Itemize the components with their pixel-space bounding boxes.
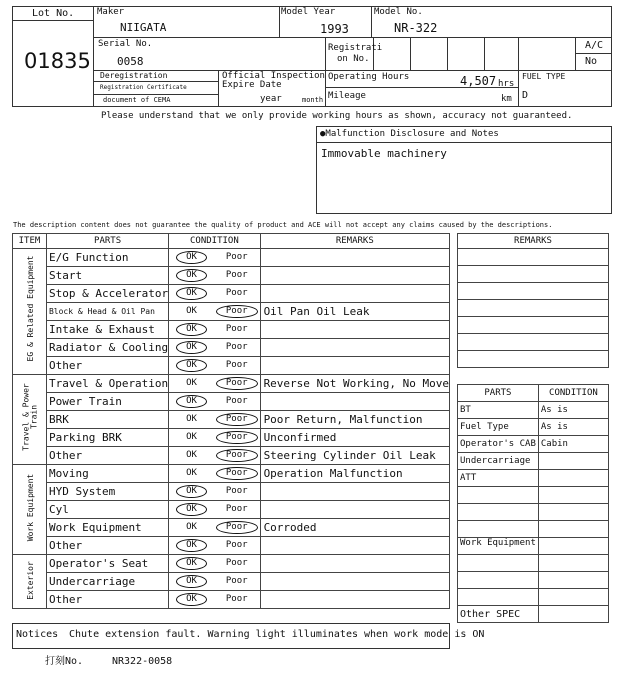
- blank-cell: [538, 487, 608, 504]
- ok-label: OK: [186, 378, 197, 388]
- ok-option: [169, 321, 214, 339]
- registration-label: Registrati: [328, 43, 383, 53]
- condition-row: [13, 375, 450, 393]
- poor-option: [214, 339, 260, 357]
- model-year-label: Model Year: [281, 7, 336, 17]
- ok-option: [169, 393, 214, 411]
- right-parts-row: [458, 419, 609, 436]
- category-cell: [13, 375, 47, 465]
- parts-header: PARTS: [46, 234, 168, 249]
- notices-label: Notices: [16, 629, 59, 640]
- remark: [260, 267, 449, 285]
- ok-label: OK: [176, 503, 207, 516]
- lot-label: Lot No.: [32, 8, 75, 19]
- ok-option: [169, 249, 214, 267]
- remark: [260, 249, 449, 267]
- year-label: year: [260, 94, 282, 104]
- ok-option: [169, 573, 214, 591]
- poor-option: [214, 573, 260, 591]
- poor-label: Poor: [225, 558, 248, 568]
- blank-cell: [458, 555, 539, 572]
- poor-label: Poor: [225, 594, 248, 604]
- ok-option: [169, 339, 214, 357]
- blank-cell: [458, 504, 539, 521]
- ok-option: [169, 483, 214, 501]
- remark: [260, 537, 449, 555]
- poor-option: [214, 321, 260, 339]
- part-name: Parking BRK: [46, 429, 168, 447]
- ok-label: OK: [186, 414, 197, 424]
- blank-cell: [458, 487, 539, 504]
- part-name: Other: [46, 591, 168, 609]
- right-parts-row: [458, 470, 609, 487]
- poor-label: Poor: [225, 252, 248, 262]
- part-name: Radiator & Cooling: [46, 339, 168, 357]
- blank-cell: [538, 504, 608, 521]
- part-name: E/G Function: [46, 249, 168, 267]
- condition-row: [13, 357, 450, 375]
- poor-label: Poor: [225, 324, 248, 334]
- part-name: Other: [46, 357, 168, 375]
- stamp-label: 打刻No.: [45, 656, 84, 667]
- right-condition-header: CONDITION: [538, 385, 608, 402]
- category-label: Exterior: [25, 560, 35, 600]
- part-name: Start: [46, 267, 168, 285]
- poor-label: Poor: [225, 486, 248, 496]
- poor-option: [214, 285, 260, 303]
- month-label: month: [302, 96, 324, 104]
- remark: [260, 573, 449, 591]
- poor-label: Poor: [216, 377, 258, 390]
- poor-option: [214, 267, 260, 285]
- condition-row: [13, 555, 450, 573]
- fuel-type-label: FUEL TYPE: [522, 72, 566, 81]
- ok-label: OK: [186, 306, 197, 316]
- condition-row: [13, 501, 450, 519]
- remark: [260, 393, 449, 411]
- remark: Steering Cylinder Oil Leak: [260, 447, 449, 465]
- poor-option: [214, 537, 260, 555]
- category-label: Travel & Power Train: [21, 382, 38, 451]
- part-name: Moving: [46, 465, 168, 483]
- right-part-condition: [538, 470, 608, 487]
- malfunction-title: ●Malfunction Disclosure and Notes: [320, 129, 499, 139]
- poor-label: Poor: [225, 576, 248, 586]
- right-part-name: Undercarriage: [458, 453, 539, 470]
- right-part-name: ATT: [458, 470, 539, 487]
- ok-label: OK: [176, 485, 207, 498]
- stamp-value: NR322-0058: [112, 656, 173, 667]
- lot-number: 01835: [24, 49, 91, 73]
- ok-option: [169, 303, 214, 321]
- remark: Unconfirmed: [260, 429, 449, 447]
- remark: Poor Return, Malfunction: [260, 411, 449, 429]
- poor-option: [214, 555, 260, 573]
- work-equipment-label: Work Equipment: [458, 538, 539, 555]
- remark: Operation Malfunction: [260, 465, 449, 483]
- condition-row: [13, 321, 450, 339]
- fuel-type-value: D: [522, 90, 529, 101]
- malfunction-box: [316, 126, 612, 214]
- deregistration-label: Deregistration: [100, 71, 168, 80]
- poor-option: [214, 249, 260, 267]
- blank-cell: [458, 572, 539, 589]
- ok-label: OK: [176, 269, 207, 282]
- poor-label: Poor: [225, 360, 248, 370]
- poor-option: [214, 411, 260, 429]
- km-unit: km: [501, 94, 512, 104]
- hours-note: Please understand that we only provide working hours as shown, accuracy not guaranteed.: [101, 111, 573, 121]
- condition-row: [13, 465, 450, 483]
- poor-option: [214, 447, 260, 465]
- condition-header: CONDITION: [169, 234, 260, 249]
- poor-option: [214, 357, 260, 375]
- ok-label: OK: [186, 432, 197, 442]
- condition-row: [13, 411, 450, 429]
- category-cell: [13, 555, 47, 609]
- right-parts-header: PARTS: [458, 385, 539, 402]
- remark: Reverse Not Working, No Move: [260, 375, 449, 393]
- condition-row: [13, 285, 450, 303]
- remark: [260, 339, 449, 357]
- condition-row: [13, 249, 450, 267]
- condition-row: [13, 429, 450, 447]
- blank-cell: [538, 589, 608, 606]
- operating-hours-label: Operating Hours: [328, 72, 410, 82]
- poor-label: Poor: [225, 270, 248, 280]
- part-name: Power Train: [46, 393, 168, 411]
- ok-option: [169, 465, 214, 483]
- maker-value: NIIGATA: [120, 21, 167, 34]
- condition-row: [13, 591, 450, 609]
- remark: [260, 285, 449, 303]
- poor-label: Poor: [225, 288, 248, 298]
- poor-option: [214, 465, 260, 483]
- condition-row: [13, 339, 450, 357]
- category-label: Work Equipment: [25, 473, 35, 541]
- ac-value: No: [585, 56, 598, 67]
- poor-option: [214, 483, 260, 501]
- notices-text: Chute extension fault. Warning light illuminates when work mode is ON: [69, 629, 485, 640]
- ok-label: OK: [186, 450, 197, 460]
- poor-option: [214, 519, 260, 537]
- ok-option: [169, 375, 214, 393]
- remarks-header: REMARKS: [260, 234, 449, 249]
- condition-row: [13, 519, 450, 537]
- poor-label: Poor: [216, 413, 258, 426]
- poor-option: [214, 501, 260, 519]
- condition-row: [13, 573, 450, 591]
- part-name: Intake & Exhaust: [46, 321, 168, 339]
- condition-row: [13, 483, 450, 501]
- ok-label: OK: [186, 522, 197, 532]
- ok-label: OK: [176, 359, 207, 372]
- registration-certificate-label: Registration Certificate: [100, 84, 187, 91]
- condition-table: [12, 233, 450, 609]
- inspection-label: Official Inspection: [222, 71, 325, 81]
- malfunction-text: Immovable machinery: [321, 147, 447, 160]
- registration-label-2: on No.: [337, 54, 370, 64]
- blank-cell: [458, 521, 539, 538]
- blank-cell: [458, 589, 539, 606]
- right-remarks-table: [457, 233, 609, 368]
- remark: [260, 501, 449, 519]
- right-parts-row: [458, 436, 609, 453]
- ok-option: [169, 411, 214, 429]
- poor-option: [214, 393, 260, 411]
- ok-option: [169, 519, 214, 537]
- right-part-name: Operator's CAB: [458, 436, 539, 453]
- other-spec-label: Other SPEC: [458, 606, 539, 623]
- ok-option: [169, 591, 214, 609]
- right-part-name: BT: [458, 402, 539, 419]
- condition-row: [13, 537, 450, 555]
- blank-cell: [538, 521, 608, 538]
- part-name: Undercarriage: [46, 573, 168, 591]
- part-name: BRK: [46, 411, 168, 429]
- right-part-condition: As is: [538, 419, 608, 436]
- disclaimer: The description content does not guarantee the quality of product and ACE will not accept any claims caused by the descriptions.: [13, 221, 553, 229]
- ok-option: [169, 267, 214, 285]
- part-name: Stop & Accelerator: [46, 285, 168, 303]
- item-header: ITEM: [13, 234, 47, 249]
- condition-row: [13, 303, 450, 321]
- hrs-unit: hrs: [498, 79, 515, 89]
- ok-option: [169, 501, 214, 519]
- part-name: HYD System: [46, 483, 168, 501]
- model-year-value: 1993: [320, 22, 349, 36]
- poor-option: [214, 303, 260, 321]
- poor-option: [214, 429, 260, 447]
- ac-label: A/C: [585, 40, 604, 51]
- maker-label: Maker: [97, 7, 125, 17]
- blank-cell: [538, 538, 608, 555]
- part-name: Other: [46, 447, 168, 465]
- condition-row: [13, 393, 450, 411]
- ok-label: OK: [176, 539, 207, 552]
- part-name: Operator's Seat: [46, 555, 168, 573]
- poor-option: [214, 375, 260, 393]
- ok-option: [169, 429, 214, 447]
- part-name: Cyl: [46, 501, 168, 519]
- right-remarks-header: REMARKS: [458, 234, 609, 249]
- cema-label: document of CEMA: [103, 96, 171, 104]
- right-part-condition: [538, 453, 608, 470]
- ok-option: [169, 285, 214, 303]
- category-cell: [13, 465, 47, 555]
- ok-label: OK: [176, 557, 207, 570]
- blank-cell: [538, 572, 608, 589]
- ok-label: OK: [176, 251, 207, 264]
- category-cell: [13, 249, 47, 375]
- poor-option: [214, 591, 260, 609]
- condition-row: [13, 447, 450, 465]
- operating-hours-value: 4,507: [460, 74, 497, 88]
- part-name: Work Equipment: [46, 519, 168, 537]
- poor-label: Poor: [225, 342, 248, 352]
- poor-label: Poor: [216, 467, 258, 480]
- ok-label: OK: [176, 593, 207, 606]
- remark: Oil Pan Oil Leak: [260, 303, 449, 321]
- part-name: Block & Head & Oil Pan: [46, 303, 168, 321]
- poor-label: Poor: [216, 431, 258, 444]
- poor-label: Poor: [225, 396, 248, 406]
- right-part-condition: Cabin: [538, 436, 608, 453]
- right-part-name: Fuel Type: [458, 419, 539, 436]
- part-name: Travel & Operation: [46, 375, 168, 393]
- ok-option: [169, 447, 214, 465]
- poor-label: Poor: [225, 540, 248, 550]
- right-parts-row: [458, 453, 609, 470]
- blank-cell: [538, 555, 608, 572]
- ok-label: OK: [176, 287, 207, 300]
- ok-label: OK: [176, 575, 207, 588]
- inspection-label-2: Expire Date: [222, 80, 282, 90]
- remark: [260, 483, 449, 501]
- remark: Corroded: [260, 519, 449, 537]
- blank-cell: [538, 606, 608, 623]
- model-no-label: Model No.: [374, 7, 423, 17]
- right-parts-row: [458, 402, 609, 419]
- ok-label: OK: [176, 323, 207, 336]
- poor-label: Poor: [216, 521, 258, 534]
- condition-row: [13, 267, 450, 285]
- part-name: Other: [46, 537, 168, 555]
- ok-option: [169, 537, 214, 555]
- remark: [260, 591, 449, 609]
- poor-label: Poor: [216, 449, 258, 462]
- serial-value: 0058: [117, 55, 144, 68]
- poor-label: Poor: [216, 305, 258, 318]
- right-part-condition: As is: [538, 402, 608, 419]
- right-parts-table: [457, 384, 609, 623]
- ok-label: OK: [176, 341, 207, 354]
- poor-label: Poor: [225, 504, 248, 514]
- remark: [260, 321, 449, 339]
- ok-label: OK: [186, 468, 197, 478]
- category-label: EG & Related Equipment: [25, 255, 35, 361]
- model-no-value: NR-322: [394, 21, 438, 35]
- ok-option: [169, 357, 214, 375]
- ok-option: [169, 555, 214, 573]
- remark: [260, 357, 449, 375]
- serial-label: Serial No.: [98, 39, 153, 49]
- ok-label: OK: [176, 395, 207, 408]
- mileage-label: Mileage: [328, 91, 366, 101]
- remark: [260, 555, 449, 573]
